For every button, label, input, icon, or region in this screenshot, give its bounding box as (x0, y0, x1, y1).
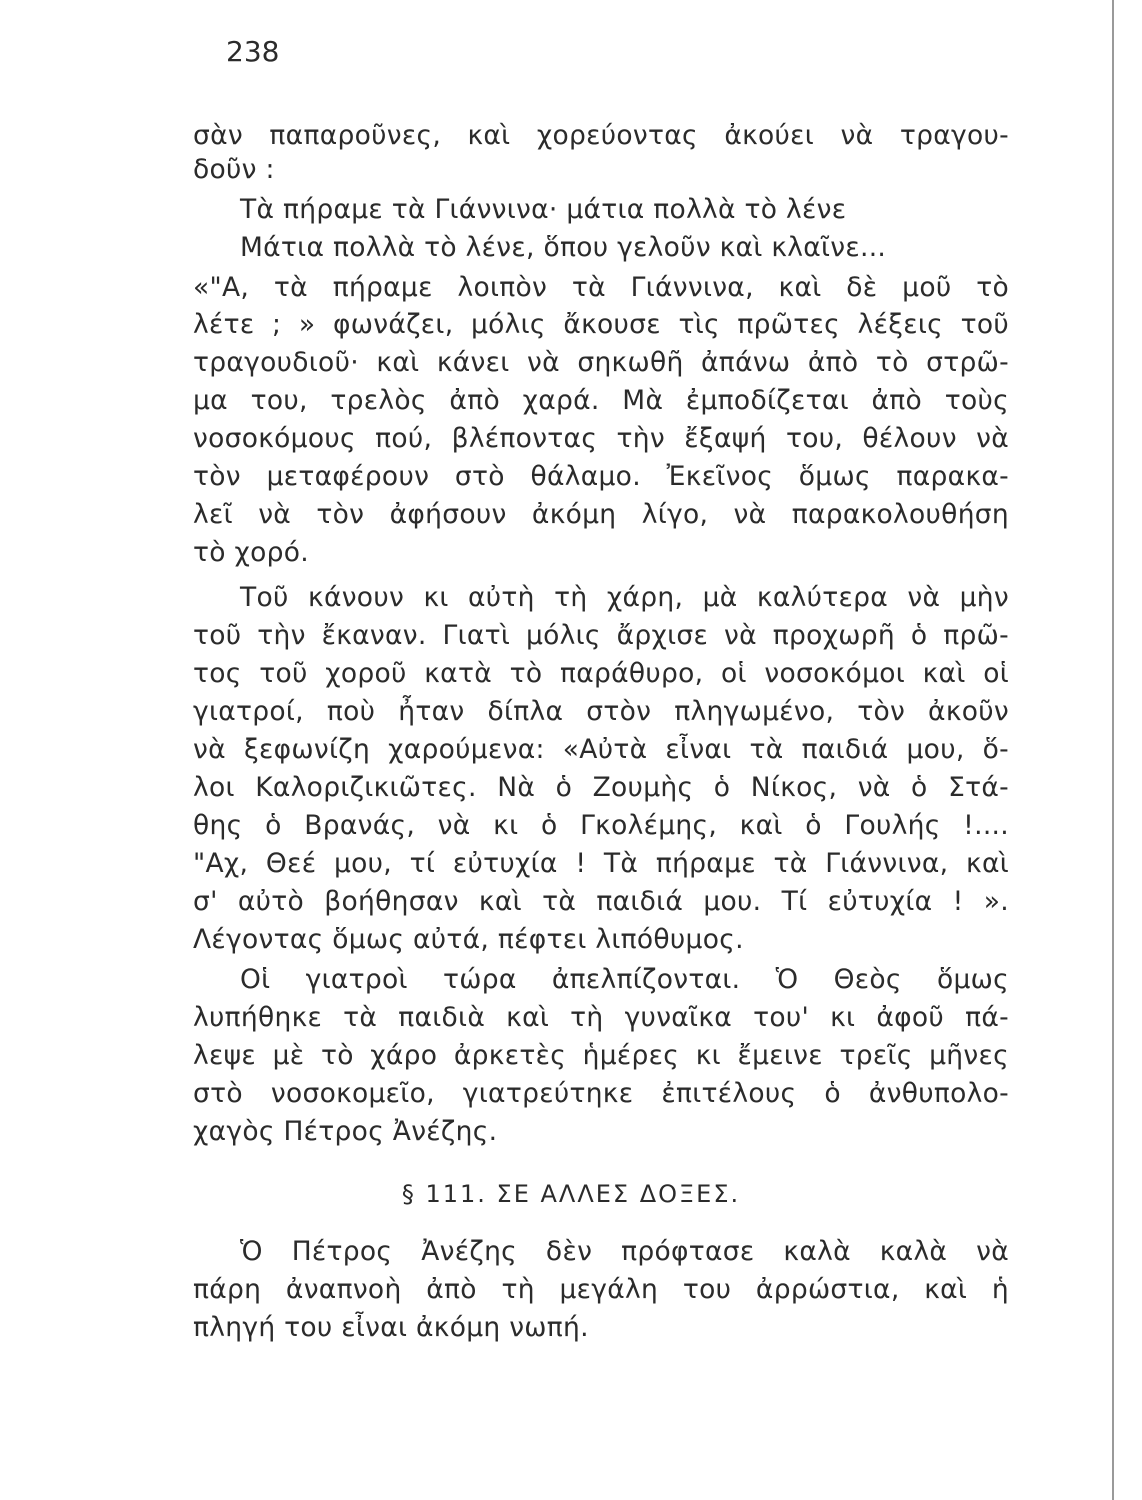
text-line: λέτε ; » φωνάζει, μόλις ἄκουσε τὶς πρῶτες λέξεις τοῦ (193, 309, 1009, 340)
text-line: πληγή του εἶναι ἀκόμη νωπή. (193, 1312, 589, 1343)
text-line: θης ὁ Βρανάς, νὰ κι ὁ Γκολέμης, καὶ ὁ Γουλής !.... (193, 810, 1009, 841)
text-line: πάρη ἀναπνοὴ ἀπὸ τὴ μεγάλη του ἀρρώστια, καὶ ἡ (193, 1274, 1009, 1305)
text-line: Λέγοντας ὅμως αὐτά, πέφτει λιπόθυμος. (193, 924, 744, 955)
text-line: χαγὸς Πέτρος Ἀνέζης. (193, 1116, 498, 1147)
verse-line: Μάτια πολλὰ τὸ λένε, ὅπου γελοῦν καὶ κλαῖνε... (240, 232, 887, 263)
text-line: «"Α, τὰ πήραμε λοιπὸν τὰ Γιάννινα, καὶ δὲ μοῦ τὸ (193, 272, 1009, 303)
text-line: Ὁ Πέτρος Ἀνέζης δὲν πρόφτασε καλὰ καλὰ νὰ (240, 1236, 1009, 1267)
text-line: γιατροί, ποὺ ἦταν δίπλα στὸν πληγωμένο, τὸν ἀκοῦν (193, 696, 1009, 727)
section-heading: § 111. ΣΕ ΑΛΛΕΣ ΔΟΞΕΣ. (401, 1180, 741, 1208)
text-line: σ' αὐτὸ βοήθησαν καὶ τὰ παιδιά μου. Τί εὐτυχία ! ». (193, 886, 1009, 917)
text-line: "Αχ, Θεέ μου, τί εὐτυχία ! Τὰ πήραμε τὰ Γιάννινα, καὶ (193, 848, 1009, 879)
verse-line: Τὰ πήραμε τὰ Γιάννινα· μάτια πολλὰ τὸ λένε (240, 194, 847, 225)
text-line: δοῦν : (193, 154, 275, 185)
text-line: τραγουδιοῦ· καὶ κάνει νὰ σηκωθῆ ἀπάνω ἀπὸ τὸ στρῶ- (193, 347, 1009, 378)
text-line: στὸ νοσοκομεῖο, γιατρεύτηκε ἐπιτέλους ὁ ἀνθυπολο- (193, 1078, 1009, 1109)
text-line: λεψε μὲ τὸ χάρο ἀρκετὲς ἡμέρες κι ἔμεινε τρεῖς μῆνες (193, 1040, 1009, 1071)
text-line: τὸν μεταφέρουν στὸ θάλαμο. Ἐκεῖνος ὅμως παρακα- (193, 461, 1009, 492)
page-edge-line (1112, 0, 1114, 1500)
text-line: τὸ χορό. (193, 537, 309, 568)
text-line: λοι Καλοριζικιῶτες. Νὰ ὁ Ζουμὴς ὁ Νίκος, νὰ ὁ Στά- (193, 772, 1009, 803)
text-line: τοῦ τὴν ἔκαναν. Γιατὶ μόλις ἄρχισε νὰ προχωρῆ ὁ πρῶ- (193, 620, 1009, 651)
text-line: Οἱ γιατροὶ τώρα ἀπελπίζονται. Ὁ Θεὸς ὅμως (240, 964, 1009, 995)
text-line: Τοῦ κάνουν κι αὐτὴ τὴ χάρη, μὰ καλύτερα νὰ μὴν (240, 582, 1009, 613)
text-line: νὰ ξεφωνίζη χαρούμενα: «Αὐτὰ εἶναι τὰ παιδιά μου, ὅ- (193, 734, 1009, 765)
text-line: τος τοῦ χοροῦ κατὰ τὸ παράθυρο, οἱ νοσοκόμοι καὶ οἱ (193, 658, 1009, 689)
text-line: λεῖ νὰ τὸν ἀφήσουν ἀκόμη λίγο, νὰ παρακολουθήση (193, 499, 1009, 530)
text-line: λυπήθηκε τὰ παιδιὰ καὶ τὴ γυναῖκα του' κι ἀφοῦ πά- (193, 1002, 1009, 1033)
text-line: νοσοκόμους πού, βλέποντας τὴν ἔξαψή του, θέλουν νὰ (193, 423, 1009, 454)
page-number: 238 (226, 35, 280, 68)
text-line: σὰν παπαροῦνες, καὶ χορεύοντας ἀκούει νὰ τραγου- (193, 120, 1009, 151)
text-line: μα του, τρελὸς ἀπὸ χαρά. Μὰ ἐμποδίζεται ἀπὸ τοὺς (193, 385, 1009, 416)
